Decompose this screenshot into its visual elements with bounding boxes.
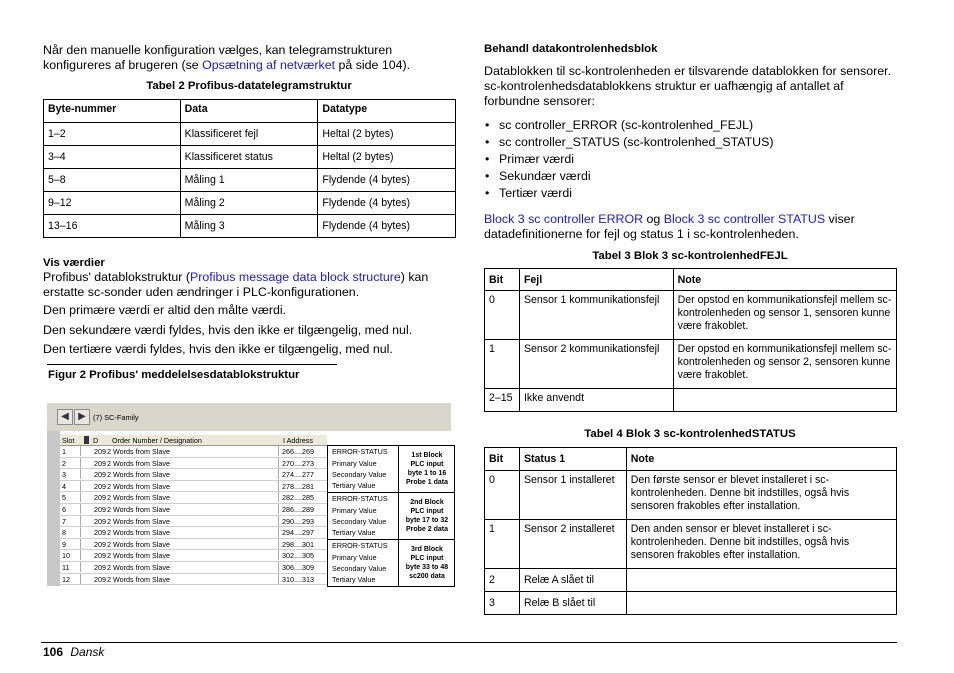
figure-row bbox=[60, 539, 327, 551]
column-divider bbox=[80, 539, 81, 549]
figure-row bbox=[60, 481, 327, 493]
footer-rule bbox=[41, 642, 897, 643]
left-gutter bbox=[47, 431, 60, 586]
block-label: Primary Value bbox=[332, 552, 377, 562]
figure-row bbox=[60, 492, 327, 504]
order-cell: 2 Words from Slave bbox=[107, 470, 170, 480]
address-cell: 294....297 bbox=[282, 528, 314, 538]
slot-cell: 7 bbox=[62, 516, 66, 526]
table-row bbox=[44, 192, 456, 215]
vis-p1-text-end: ) kan erstatte sc-sonder uden ændringer i PLC-konfigurationen. bbox=[43, 270, 429, 299]
slot-cell: 10 bbox=[62, 551, 70, 561]
table3-caption: Tabel 3 Blok 3 sc-kontrolenhedFEJL bbox=[592, 250, 788, 262]
d-cell: 209 bbox=[94, 470, 106, 480]
d-cell: 209 bbox=[94, 481, 106, 491]
table-cell: Klassificeret fejl bbox=[180, 123, 318, 146]
table-row bbox=[485, 520, 897, 569]
table-cell: 1 bbox=[485, 520, 520, 569]
address-cell: 302....305 bbox=[282, 551, 314, 561]
table-cell: 0 bbox=[485, 291, 520, 340]
module-icon bbox=[84, 436, 89, 444]
table-cell: Sensor 1 kommunikationsfejl bbox=[519, 291, 673, 340]
table-row bbox=[485, 389, 897, 412]
slot-cell: 12 bbox=[62, 574, 70, 584]
table2-caption: Tabel 2 Profibus-datatelegramstruktur bbox=[146, 80, 352, 92]
table-cell: Relæ A slået til bbox=[519, 569, 626, 592]
figure-row bbox=[60, 574, 327, 586]
table-cell: Måling 2 bbox=[180, 192, 318, 215]
table-row bbox=[485, 592, 897, 615]
block-label: Secondary Value bbox=[332, 517, 387, 526]
slot-cell: 2 bbox=[62, 458, 66, 468]
list-item: • Sekundær værdi bbox=[484, 168, 896, 185]
column-divider bbox=[80, 574, 81, 584]
list-item: • sc controller_STATUS (sc-kontrolenhed_STATUS) bbox=[484, 134, 896, 151]
d-cell: 209 bbox=[94, 539, 106, 549]
table3-header: Note bbox=[673, 269, 896, 291]
slot-cell: 4 bbox=[62, 481, 66, 491]
table-cell: 1–2 bbox=[44, 123, 181, 146]
slot-cell: 1 bbox=[62, 447, 66, 456]
column-divider bbox=[278, 446, 279, 456]
block-label: Tertiary Value bbox=[332, 481, 376, 490]
vis-paragraph-3: Den sekundære værdi fyldes, hvis den ikke er tilgængelig, med nul. bbox=[43, 323, 413, 337]
order-cell: 2 Words from Slave bbox=[107, 551, 170, 561]
table-row bbox=[44, 215, 456, 238]
table-cell: Klassificeret status bbox=[180, 146, 318, 169]
table-cell: 5–8 bbox=[44, 169, 181, 192]
network-setup-link[interactable]: Opsætning af netværket bbox=[202, 58, 336, 72]
table-cell: 13–16 bbox=[44, 215, 181, 238]
block-label: Primary Value bbox=[332, 505, 377, 515]
footer-language: Dansk bbox=[70, 645, 105, 659]
column-divider bbox=[80, 527, 81, 537]
d-cell: 209 bbox=[94, 551, 106, 561]
figure-row bbox=[60, 550, 327, 562]
address-cell: 298....301 bbox=[282, 539, 314, 549]
profibus-structure-link[interactable]: Profibus message data block structure bbox=[190, 270, 401, 284]
table3 bbox=[484, 268, 897, 412]
table-cell: Den første sensor er blevet installeret i sc-kontrolenheden. Denne bit indstilles, også hvis sensoren frakobles efter installation. bbox=[626, 471, 896, 520]
col-order: Order Number / Designation bbox=[112, 436, 202, 445]
block3-status-link[interactable]: Block 3 sc controller STATUS bbox=[663, 212, 826, 226]
column-divider bbox=[278, 516, 279, 526]
table3-header: Fejl bbox=[519, 269, 673, 291]
table-cell: Heltal (2 bytes) bbox=[318, 123, 456, 146]
table-cell: Der opstod en kommunikationsfejl mellem sc-kontrolenheden og sensor 2, sensoren kunne være frakoblet. bbox=[673, 340, 896, 389]
table-cell bbox=[626, 592, 896, 615]
table2-header: Byte-nummer bbox=[44, 100, 181, 123]
col-slot: Slot bbox=[62, 436, 75, 445]
table-cell: Ikke anvendt bbox=[519, 389, 673, 412]
table-row bbox=[44, 123, 456, 146]
block-label: Tertiary Value bbox=[332, 575, 376, 584]
d-cell: 209 bbox=[94, 505, 106, 514]
table-cell: 1 bbox=[485, 340, 520, 389]
table-cell: Flydende (4 bytes) bbox=[318, 169, 456, 192]
table-cell: 0 bbox=[485, 471, 520, 520]
footer bbox=[43, 645, 104, 659]
table2-header: Datatype bbox=[318, 100, 456, 123]
table-row bbox=[485, 291, 897, 340]
page-number: 106 bbox=[43, 645, 64, 659]
table-cell: Heltal (2 bytes) bbox=[318, 146, 456, 169]
order-cell: 2 Words from Slave bbox=[107, 505, 170, 514]
address-cell: 286....289 bbox=[282, 505, 314, 514]
column-divider bbox=[80, 481, 81, 491]
intro-text-end: på side 104). bbox=[335, 58, 411, 72]
column-divider bbox=[278, 504, 279, 514]
column-divider bbox=[278, 574, 279, 584]
window-toolbar bbox=[47, 403, 451, 431]
table4-caption: Tabel 4 Blok 3 sc-kontrolenhedSTATUS bbox=[584, 428, 796, 440]
vis-paragraph-4: Den tertiære værdi fyldes, hvis den ikke er tilgængelig, med nul. bbox=[43, 342, 393, 356]
slot-cell: 9 bbox=[62, 539, 66, 549]
table-cell: 2 bbox=[485, 569, 520, 592]
column-divider bbox=[80, 562, 81, 572]
block-label: ERROR-STATUS bbox=[332, 494, 388, 503]
block-label: ERROR-STATUS bbox=[332, 541, 388, 550]
address-cell: 306....309 bbox=[282, 563, 314, 572]
column-divider bbox=[278, 458, 279, 468]
block-2 bbox=[327, 492, 455, 540]
figure-row bbox=[60, 469, 327, 481]
table-cell: 2–15 bbox=[485, 389, 520, 412]
d-cell: 209 bbox=[94, 574, 106, 584]
column-divider bbox=[278, 481, 279, 491]
list-item: • sc controller_ERROR (sc-kontrolenhed_FEJL) bbox=[484, 117, 896, 134]
slot-cell: 5 bbox=[62, 493, 66, 503]
figure-row bbox=[60, 458, 327, 470]
table-cell: 3 bbox=[485, 592, 520, 615]
block-description: 2nd Block PLC input byte 17 to 32 Probe 2 data bbox=[398, 493, 455, 539]
vis-paragraph-2: Den primære værdi er altid den målte værdi. bbox=[43, 303, 287, 317]
block-1 bbox=[327, 445, 455, 493]
slot-cell: 8 bbox=[62, 528, 66, 538]
col-address: I Address bbox=[283, 436, 313, 445]
column-divider bbox=[80, 492, 81, 502]
table-row bbox=[485, 569, 897, 592]
d-cell: 209 bbox=[94, 447, 106, 456]
p2-mid-text: og bbox=[643, 212, 664, 226]
figure-rule bbox=[47, 364, 337, 365]
table-cell: Flydende (4 bytes) bbox=[318, 215, 456, 238]
column-divider bbox=[278, 562, 279, 572]
block-label: Primary Value bbox=[332, 458, 377, 468]
block-description: 1st Block PLC input byte 1 to 16 Probe 1 data bbox=[398, 446, 455, 492]
vis-paragraph-1 bbox=[43, 270, 455, 300]
address-cell: 282....285 bbox=[282, 493, 314, 503]
table4-header: Status 1 bbox=[519, 448, 626, 471]
vis-heading: Vis værdier bbox=[43, 257, 105, 269]
table2-header: Data bbox=[180, 100, 318, 123]
figure-screenshot bbox=[47, 403, 451, 586]
address-cell: 270....273 bbox=[282, 458, 314, 468]
d-cell: 209 bbox=[94, 528, 106, 538]
block-label: ERROR-STATUS bbox=[332, 447, 388, 456]
column-divider bbox=[80, 550, 81, 560]
table-cell: Sensor 2 kommunikationsfejl bbox=[519, 340, 673, 389]
table-cell: 9–12 bbox=[44, 192, 181, 215]
figure-table-header bbox=[60, 435, 327, 446]
order-cell: 2 Words from Slave bbox=[107, 493, 170, 503]
table-row bbox=[44, 146, 456, 169]
column-divider bbox=[80, 469, 81, 479]
table-cell: Der opstod en kommunikationsfejl mellem sc-kontrolenheden og sensor 1, sensoren kunne være frakoblet. bbox=[673, 291, 896, 340]
column-divider bbox=[80, 446, 81, 456]
block-label: Tertiary Value bbox=[332, 528, 376, 537]
block3-error-link[interactable]: Block 3 sc controller ERROR bbox=[484, 212, 644, 226]
list-item: • Primær værdi bbox=[484, 151, 896, 168]
controller-paragraph-2 bbox=[484, 212, 896, 242]
d-cell: 209 bbox=[94, 563, 106, 572]
address-cell: 274....277 bbox=[282, 470, 314, 480]
table-cell bbox=[626, 569, 896, 592]
figure-row bbox=[60, 527, 327, 539]
order-cell: 2 Words from Slave bbox=[107, 563, 170, 572]
forward-arrow-icon: ▶ bbox=[74, 409, 90, 425]
table-cell: Sensor 2 installeret bbox=[519, 520, 626, 569]
d-cell: 209 bbox=[94, 458, 106, 468]
column-divider bbox=[278, 539, 279, 549]
slot-cell: 3 bbox=[62, 470, 66, 480]
p2-end-text: viser datadefinitionerne for fejl og status 1 i sc-kontrolenheden. bbox=[484, 212, 855, 241]
column-divider bbox=[80, 458, 81, 468]
table-cell: Flydende (4 bytes) bbox=[318, 192, 456, 215]
controller-heading: Behandl datakontrolenhedsblok bbox=[484, 43, 658, 55]
intro-paragraph bbox=[43, 43, 443, 73]
controller-bullet-list bbox=[484, 117, 896, 202]
controller-paragraph: Datablokken til sc-kontrolenheden er tilsvarende datablokken for sensorer. sc-kontrolenhedsdatablokkens struktur er uafhængig af antallet af forbundne sensorer: bbox=[484, 64, 892, 108]
order-cell: 2 Words from Slave bbox=[107, 447, 170, 456]
table2 bbox=[43, 99, 456, 238]
figure-row bbox=[60, 516, 327, 528]
figure-row bbox=[60, 446, 327, 458]
slot-cell: 11 bbox=[62, 563, 70, 572]
col-d: D bbox=[93, 436, 99, 445]
back-arrow-icon: ◀ bbox=[57, 409, 73, 425]
column-divider bbox=[278, 469, 279, 479]
list-item: • Tertiær værdi bbox=[484, 185, 896, 202]
table-row bbox=[485, 340, 897, 389]
table-cell: Den anden sensor er blevet installeret i sc-kontrolenheden. Denne bit indstilles, også hvis sensoren frakobles efter installation. bbox=[626, 520, 896, 569]
table3-header: Bit bbox=[485, 269, 520, 291]
vis-p1-text: Profibus' datablokstruktur ( bbox=[43, 270, 190, 284]
column-divider bbox=[80, 516, 81, 526]
block-description: 3rd Block PLC input byte 33 to 48 sc200 data bbox=[398, 540, 455, 586]
window-title: (7) SC-Family bbox=[93, 413, 139, 422]
table-cell: Relæ B slået til bbox=[519, 592, 626, 615]
order-cell: 2 Words from Slave bbox=[107, 539, 170, 549]
table-row bbox=[44, 169, 456, 192]
address-cell: 310....313 bbox=[282, 574, 314, 584]
block-label: Secondary Value bbox=[332, 470, 387, 479]
order-cell: 2 Words from Slave bbox=[107, 516, 170, 526]
table4 bbox=[484, 447, 897, 615]
order-cell: 2 Words from Slave bbox=[107, 458, 170, 468]
column-divider bbox=[80, 504, 81, 514]
table-cell: Måling 3 bbox=[180, 215, 318, 238]
d-cell: 209 bbox=[94, 493, 106, 503]
table-cell: Måling 1 bbox=[180, 169, 318, 192]
table-cell bbox=[673, 389, 896, 412]
figure-row bbox=[60, 504, 327, 516]
table4-header: Note bbox=[626, 448, 896, 471]
figure-row bbox=[60, 562, 327, 574]
table-cell: 3–4 bbox=[44, 146, 181, 169]
table4-header: Bit bbox=[485, 448, 520, 471]
order-cell: 2 Words from Slave bbox=[107, 528, 170, 538]
table-row bbox=[485, 471, 897, 520]
address-cell: 266....269 bbox=[282, 447, 314, 456]
address-cell: 290....293 bbox=[282, 516, 314, 526]
d-cell: 209 bbox=[94, 516, 106, 526]
slot-cell: 6 bbox=[62, 505, 66, 514]
block-3 bbox=[327, 539, 455, 587]
column-divider bbox=[278, 492, 279, 502]
intro-text: Når den manuelle konfiguration vælges, kan telegramstrukturen konfigureres af brugeren (se bbox=[43, 43, 393, 72]
address-cell: 278....281 bbox=[282, 481, 314, 491]
column-divider bbox=[278, 527, 279, 537]
order-cell: 2 Words from Slave bbox=[107, 481, 170, 491]
figure-caption: Figur 2 Profibus' meddelelsesdatablokstruktur bbox=[48, 369, 300, 381]
column-divider bbox=[278, 550, 279, 560]
order-cell: 2 Words from Slave bbox=[107, 574, 170, 584]
block-label: Secondary Value bbox=[332, 564, 387, 573]
table-cell: Sensor 1 installeret bbox=[519, 471, 626, 520]
